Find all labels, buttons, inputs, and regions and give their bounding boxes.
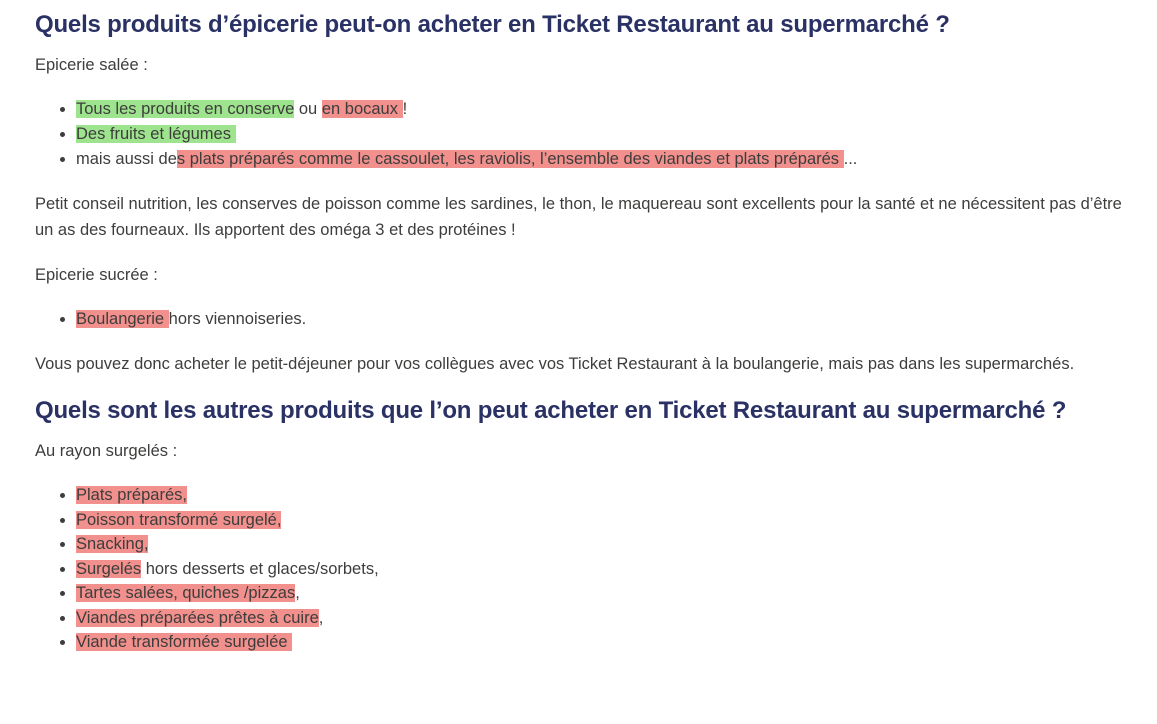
list-item xyxy=(76,581,1131,606)
heading-question-autres-produits: Quels sont les autres produits que l’on peut acheter en Ticket Restaurant au supermarché ? xyxy=(35,397,1067,424)
list-item xyxy=(76,122,1131,147)
list-item xyxy=(76,508,1131,533)
list-epicerie-salee xyxy=(35,97,1131,172)
highlight-red-text: Viande transformée surgelée xyxy=(76,633,293,651)
highlight-red-text: Boulangerie xyxy=(76,310,169,328)
plain-text: hors viennoiseries. xyxy=(168,310,307,328)
list-item xyxy=(76,483,1131,508)
highlight-red-text: Tartes salées, quiches /pizzas xyxy=(76,584,296,602)
list-item xyxy=(76,147,1131,172)
paragraph-nutrition: Petit conseil nutrition, les conserves de poisson comme les sardines, le thon, le maquereau sont excellents pour la santé et ne nécessitent pas d’être un as des fourneaux. Ils apportent des oméga 3 et des protéines ! xyxy=(35,195,1122,239)
list-item xyxy=(76,532,1131,557)
highlight-green-text: Tous les produits en conserve xyxy=(76,100,295,118)
highlight-red-text: Viandes préparées prêtes à cuire xyxy=(76,608,319,627)
list-item xyxy=(76,606,1131,631)
plain-text: hors desserts et glaces/sorbets, xyxy=(141,559,379,578)
label-rayon-surgeles: Au rayon surgelés : xyxy=(35,442,178,460)
plain-text: , xyxy=(295,584,300,602)
highlight-red-text: Surgelés xyxy=(76,559,142,578)
list-surgeles xyxy=(35,483,1131,655)
paragraph-conclusion: Vous pouvez donc acheter le petit-déjeuner pour vos collègues avec vos Ticket Restaurant à la boulangerie, mais pas dans les supermarchés. xyxy=(35,355,1075,373)
list-item xyxy=(76,307,1131,332)
highlight-green-text: Des fruits et légumes xyxy=(76,125,236,143)
plain-text: , xyxy=(318,608,324,627)
highlight-red-text: Plats préparés, xyxy=(76,486,187,504)
list-epicerie-sucree xyxy=(35,307,1131,332)
plain-text: ... xyxy=(843,150,858,168)
list-item xyxy=(76,557,1131,582)
plain-text: ou xyxy=(294,100,322,118)
label-epicerie-salee: Epicerie salée : xyxy=(35,56,148,74)
highlight-red-text: s plats préparés comme le cassoulet, les raviolis, l’ensemble des viandes et plats préparés xyxy=(176,150,844,168)
plain-text: mais aussi de xyxy=(76,150,177,168)
label-epicerie-sucree: Epicerie sucrée : xyxy=(35,266,158,284)
list-item xyxy=(76,630,1131,655)
highlight-red-text: en bocaux xyxy=(321,100,403,118)
highlight-red-text: Snacking, xyxy=(76,535,149,553)
highlight-red-text: Poisson transformé surgelé, xyxy=(76,510,282,529)
heading-question-epicerie: Quels produits d’épicerie peut-on acheter en Ticket Restaurant au supermarché ? xyxy=(35,11,950,38)
plain-text: ! xyxy=(402,100,408,118)
list-item xyxy=(76,97,1131,122)
